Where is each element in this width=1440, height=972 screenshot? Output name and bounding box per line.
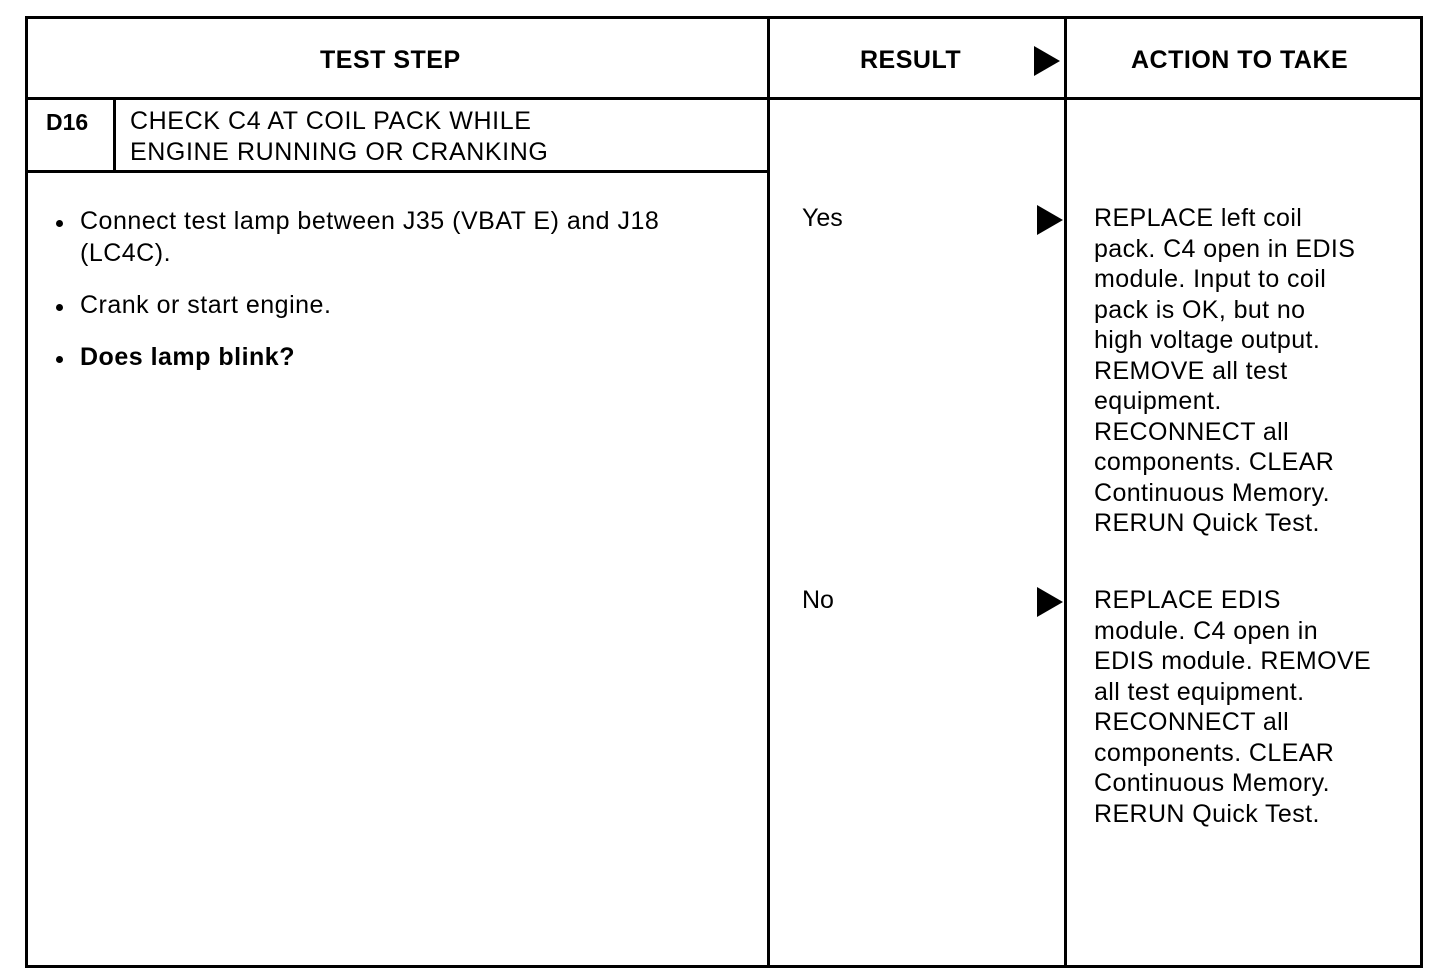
bullet-icon [56,356,63,363]
instruction-text: Crank or start engine. [80,291,332,319]
header-result: RESULT [860,46,962,74]
column-divider-action [1064,16,1067,968]
header-arrow-icon [1034,46,1060,76]
result-no-arrow-icon [1037,587,1063,617]
header-divider [25,97,1423,100]
header-test-step: TEST STEP [320,46,461,74]
instruction-text: Connect test lamp between J35 (VBAT E) and J18 (LC4C). [80,207,660,267]
bullet-icon [56,304,63,311]
column-divider-result [767,16,770,968]
instruction-item [50,289,750,321]
instruction-item [50,205,750,269]
bullet-icon [56,220,63,227]
step-title-line-2: ENGINE RUNNING OR CRANKING [130,138,549,166]
test-step-instructions [50,205,750,393]
action-no: REPLACE EDIS module. C4 open in EDIS module. REMOVE all test equipment. RECONNECT all components. CLEAR Continuous Memory. RERUN Quick Test. [1094,586,1372,828]
step-title-divider [25,170,770,173]
step-title [130,106,548,168]
step-id-divider [113,97,116,173]
step-id: D16 [46,109,89,135]
result-no: No [802,586,834,614]
result-yes-arrow-icon [1037,205,1063,235]
header-action-to-take: ACTION TO TAKE [1131,46,1349,74]
step-title-line-1: CHECK C4 AT COIL PACK WHILE [130,107,532,135]
result-yes: Yes [802,204,843,232]
instruction-question [50,341,750,373]
action-yes: REPLACE left coil pack. C4 open in EDIS module. Input to coil pack is OK, but no high voltage output. REMOVE all test equipment. RECONNECT all components. CLEAR Continuous Memory. RERUN Quick Test. [1094,204,1356,537]
instruction-text: Does lamp blink? [80,343,295,371]
